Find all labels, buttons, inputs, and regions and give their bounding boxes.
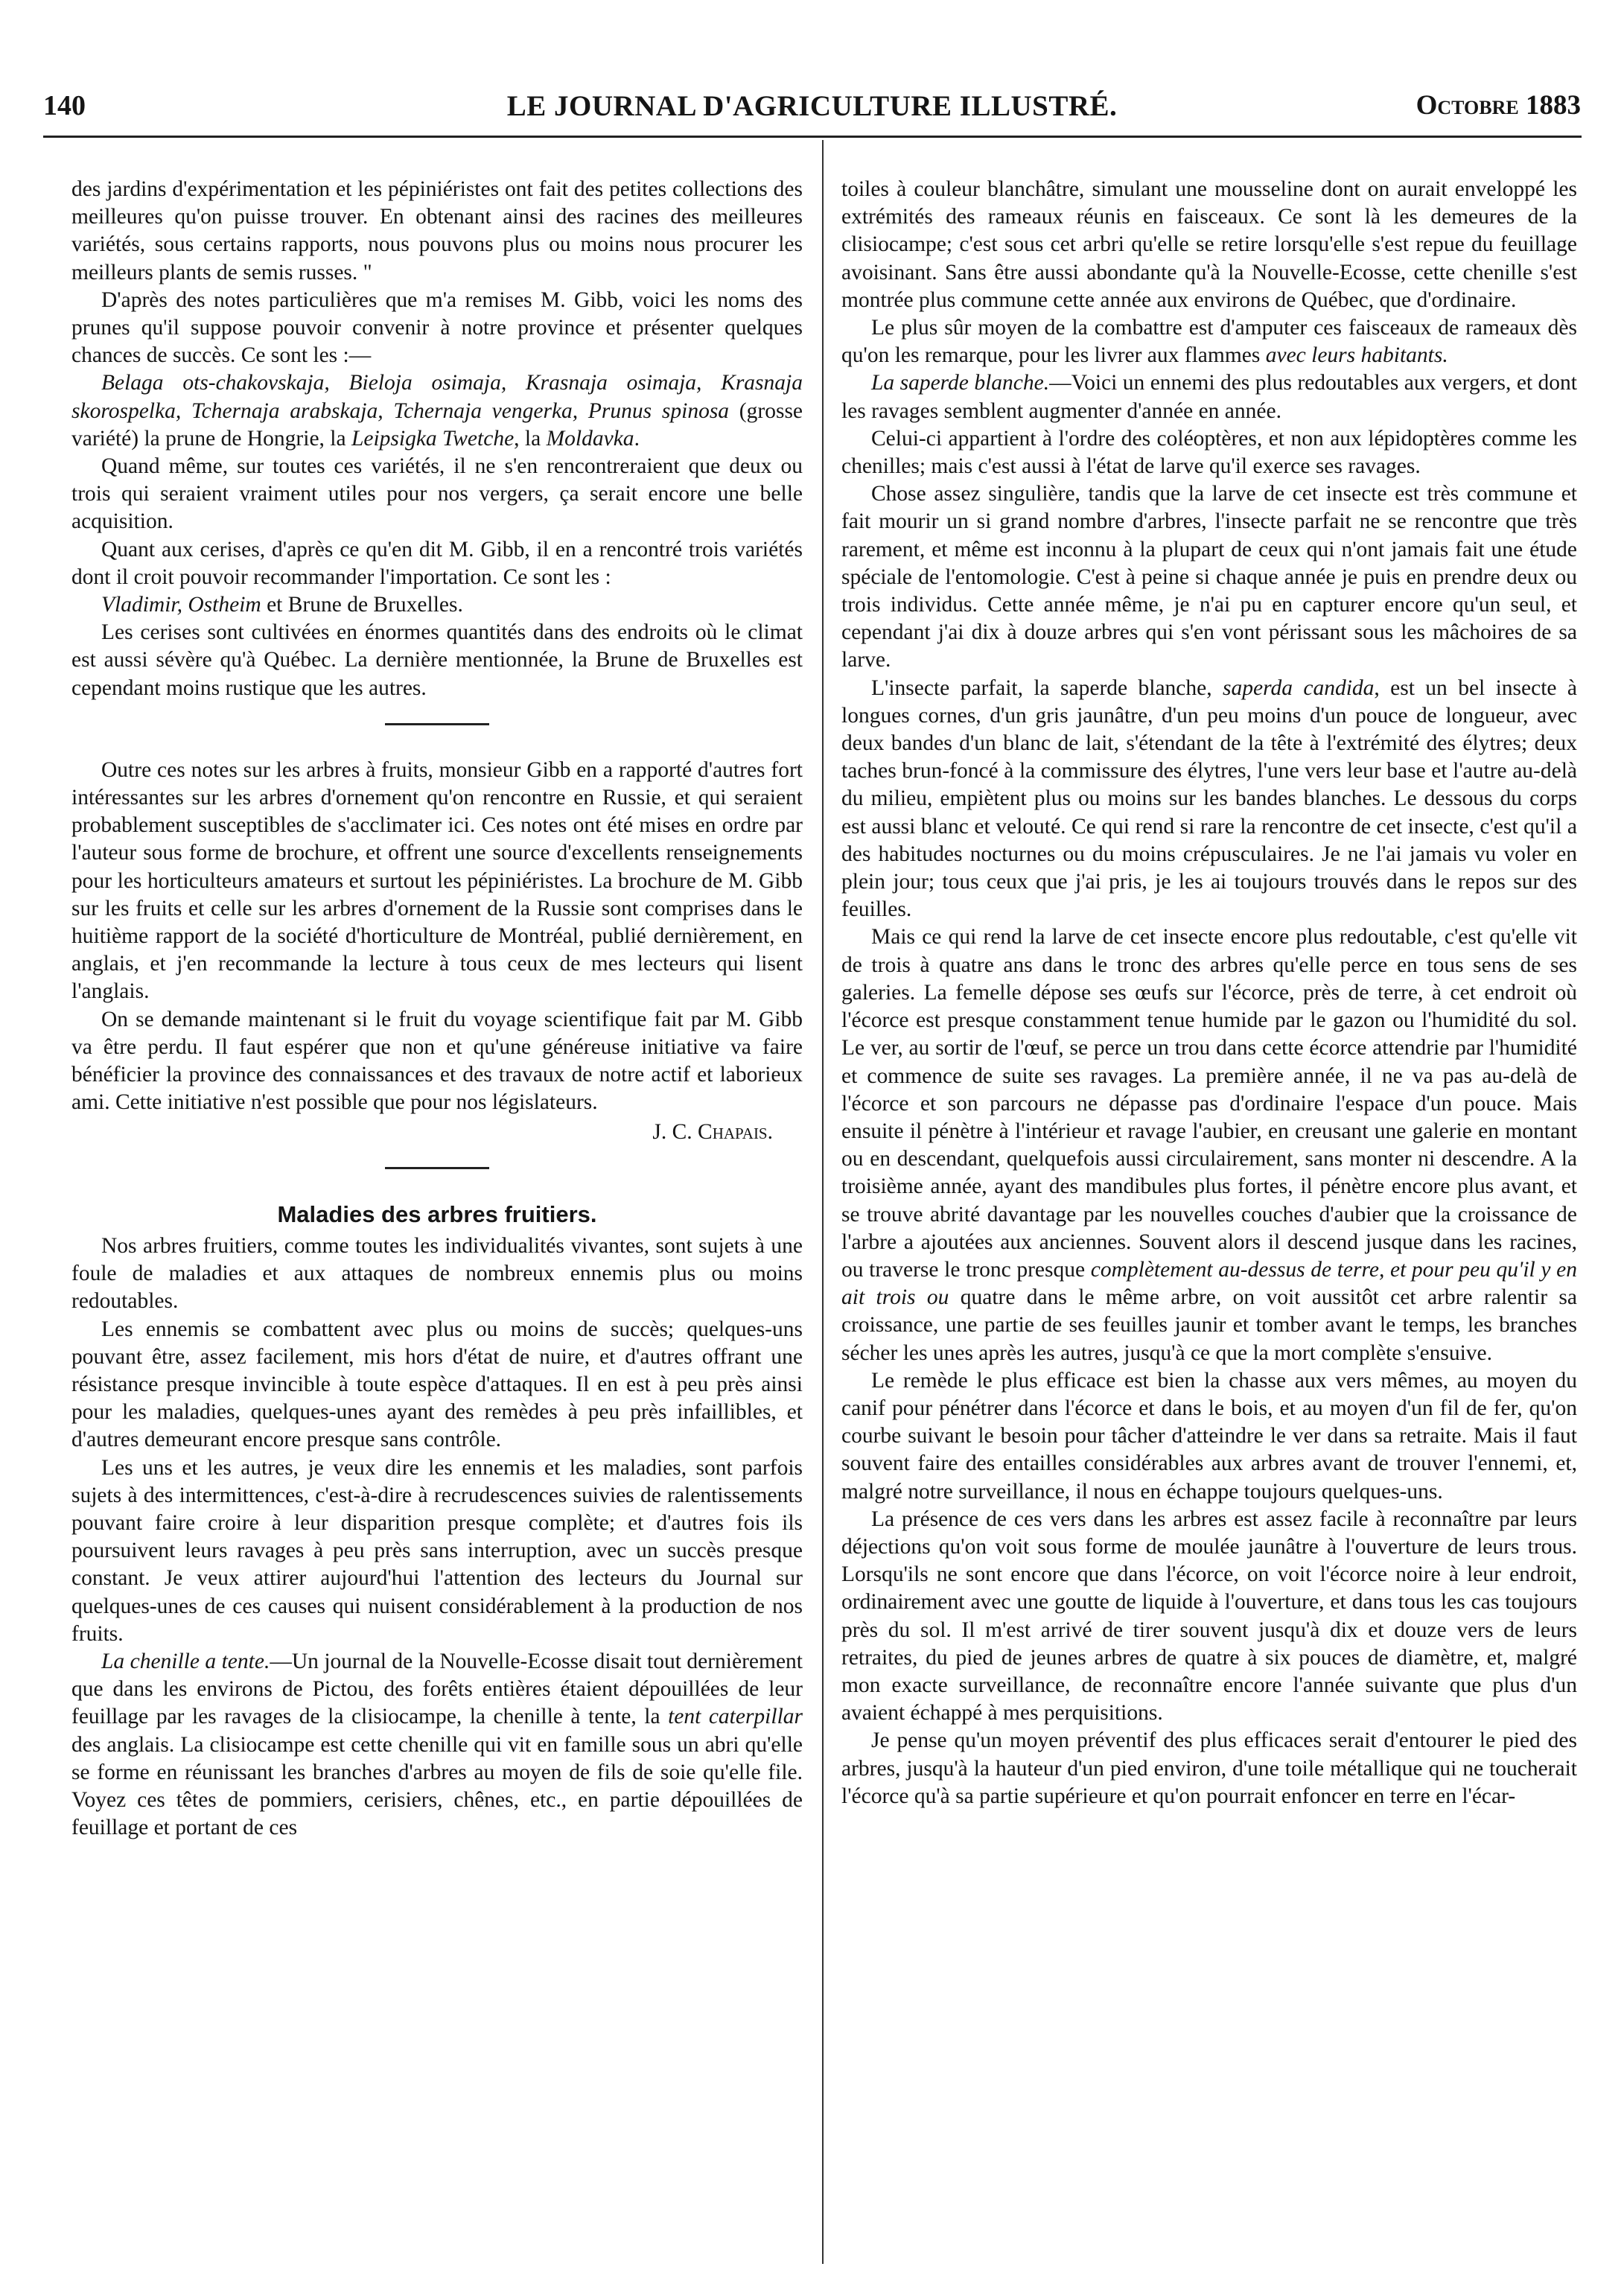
section-separator <box>385 1167 489 1169</box>
right-column <box>841 176 1577 1810</box>
issue-date: Octobre 1883 <box>1416 90 1581 121</box>
left-column <box>71 176 803 1842</box>
journal-title: LE JOURNAL D'AGRICULTURE ILLUSTRÉ. <box>506 90 1118 122</box>
paragraph: Les uns et les autres, je veux dire les ennemis et les maladies, sont parfois sujets à des intermittences, c'est-à-dire à recrudescences suivies de ralentissements pouvant faire croire à leur disparition presque complète; et d'autres fois ils poursuivent leurs ravages à peu près sans interruption, avec un succès presque constant. Je veux attirer aujourd'hui l'attention des lecteurs du Journal sur quelques-unes de ces causes qui nuisent considérablement à la production de nos fruits. <box>71 1455 803 1646</box>
plum-varieties-paragraph: Belaga ots-chakovskaja, Bieloja osimaja, Krasnaja osimaja, Krasnaja skorospelka, Tchernaja arabskaja, Tchernaja vengerka, Prunus spinosa (grosse variété) la prune de Hongrie, la Leipsigka Twetche, la Moldavka. <box>71 371 803 451</box>
paragraph: Les cerises sont cultivées en énormes quantités dans des endroits où le climat est aussi sévère qu'à Québec. La dernière mentionnée, la Brune de Bruxelles est cependant moins rustique que les autres. <box>71 620 803 700</box>
paragraph: Nos arbres fruitiers, comme toutes les individualités vivantes, sont sujets à une foule de maladies et aux attaques de nombreux ennemis plus ou moins redoutables. <box>71 1233 803 1314</box>
paragraph: toiles à couleur blanchâtre, simulant une mousseline dont on aurait enveloppé les extrémités des rameaux réunis en faisceaux. Ce sont là les demeures de la clisiocampe; c'est sous cet arbri qu'elle se retire lorsqu'elle s'est repue du feuillage avoisinant. Sans être aussi abondante qu'à la Nouvelle-Ecosse, cette chenille s'est montrée plus commune cette année aux environs de Québec, que d'ordinaire. <box>841 177 1577 312</box>
subsection-title: La saperde blanche. <box>871 371 1050 395</box>
paragraph: Quand même, sur toutes ces variétés, il ne s'en rencontreraient que deux ou trois qui seraient vraiment utiles pour nos vergers, ça serait encore une belle acquisition. <box>71 454 803 534</box>
paragraph: Le remède le plus efficace est bien la chasse aux vers mêmes, au moyen du canif pour pénétrer dans l'écorce et dans le bois, et au moyen d'un fil de fer, qu'on courbe suivant le besoin pour tâcher d'atteindre le ver dans sa retraite. Mais il faut souvent faire des entailles considérables aux arbres avant de trouver l'ennemi, et, malgré notre surveillance, il nous en échappe toujours quelques-uns. <box>841 1368 1577 1504</box>
paragraph: On se demande maintenant si le fruit du voyage scientifique fait par M. Gibb va être perdu. Il faut espérer que non et qu'une généreuse initiative va faire bénéficier la province des connaissances et des travaux de notre actif et laborieux ami. Cette initiative n'est possible que pour nos législateurs. <box>71 1007 803 1115</box>
paragraph: L'insecte parfait, la saperde blanche, saperda candida, est un bel insecte à longues cornes, d'un gris jaunâtre, d'un peu moins d'un pouce de longueur, avec deux bandes d'un blanc de lait, s'étendant de la tête à l'extrémité des élytres; deux taches brun-foncé à la commissure des élytres, l'une vers leur base et l'autre au-delà du milieu, empiètent plus ou moins sur les bandes blanches. Le dessous du corps est aussi blanc et velouté. Ce qui rend si rare la rencontre de cet insecte, c'est qu'il a des habitudes nocturnes ou du moins crépusculaires. Je ne l'ai jamais vu voler en plein jour; tous ceux que j'ai pris, je les ai toujours trouvés dans le repos sur des feuilles. <box>841 675 1577 922</box>
paragraph: D'après des notes particulières que m'a remises M. Gibb, voici les noms des prunes qu'il suppose pouvoir convenir à notre province et présenter quelques chances de succès. Ce sont les :— <box>71 287 803 368</box>
paragraph: Mais ce qui rend la larve de cet insecte encore plus redoutable, c'est qu'elle vit de trois à quatre ans dans le tronc des arbres qu'elle perce en tous sens de ses galeries. La femelle dépose ses œufs sur l'écorce, près de terre, à cet endroit où l'écorce est presque constamment tenue humide par le gazon ou l'humidité du sol. Le ver, au sortir de l'œuf, se perce un trou dans cette écorce attendrie par l'humidité et commence de suite ses ravages. La première année, il ne va pas au-delà de l'écorce et son parcours ne dépasse pas d'ordinaire l'espace d'un pouce. Mais ensuite il pénètre à l'intérieur et ravage l'aubier, en creusant une galerie en montant ou en descendant, quelquefois aussi circulairement, sans monter ni descendre. A la troisième année, ayant des mandibules plus fortes, il pénètre encore plus avant, et se trouve abrité davantage par les nouvelles couches d'aubier que la croissance de l'arbre a ajoutées aux anciennes. Souvent alors il descend jusque dans les racines, ou traverse le tronc presque complètement au-dessus de terre, et pour peu qu'il y en ait trois ou quatre dans le même arbre, on voit aussitôt cet arbre ralentir sa croissance, une partie de ses feuilles jaunir et tomber avant le temps, les branches sécher les unes après les autres, jusqu'à ce que la mort complète s'ensuive. <box>841 925 1578 1365</box>
page-number: 140 <box>43 90 86 121</box>
column-divider <box>822 140 824 2264</box>
page-header <box>43 89 1581 131</box>
paragraph: Je pense qu'un moyen préventif des plus efficaces serait d'entourer le pied des arbres, jusqu'à la hauteur d'un pied environ, d'une toile métallique qui ne toucherait l'écorce qu'à sa partie supérieure et qu'on pourrait enfoncer en terre en l'écar- <box>841 1728 1577 1808</box>
subsection-title: La chenille a tente. <box>101 1649 270 1673</box>
saperde-paragraph: La saperde blanche.—Voici un ennemi des plus redoutables aux vergers, et dont les ravages semblent augmenter d'année en année. <box>841 371 1578 423</box>
paragraph: La présence de ces vers dans les arbres est assez facile à reconnaître par leurs déjections qu'on voit sous forme de moulée jaunâtre à l'ouverture de leurs trous. Lorsqu'ils ne sont encore que dans l'écorce, on voit l'écorce noire à leur endroit, ordinairement avec une goutte de liquide à l'ouverture, et dans tous les cas toujours près du sol. Il m'est arrivé de tirer souvent jusqu'à dix et douze vers de leurs retraites, du pied de jeunes arbres de quatre à six pouces de diamètre, et, malgré mon exacte surveillance, de reconnaître encore l'année suivante que plus d'un avaient échappé à mes perquisitions. <box>841 1507 1577 1725</box>
paragraph: Celui-ci appartient à l'ordre des coléoptères, et non aux lépidoptères comme les chenilles; mais c'est aussi à l'état de larve qu'il exerce ses ravages. <box>841 426 1577 479</box>
section-separator <box>385 723 489 725</box>
header-rule <box>43 136 1582 138</box>
author-signature: J. C. Chapais. <box>652 1119 773 1144</box>
paragraph: Quant aux cerises, d'après ce qu'en dit M. Gibb, il en a rencontré trois variétés dont il croit pouvoir recommander l'importation. Ce sont les : <box>71 537 803 589</box>
section-title: Maladies des arbres fruitiers. <box>277 1200 597 1227</box>
paragraph: Les ennemis se combattent avec plus ou moins de succès; quelques-uns pouvant être, assez facilement, mis hors d'état de nuire, et d'autres offrant une résistance presque invincible à toute espèce d'attaques. Il en est à peu près ainsi pour les maladies, quelques-unes ayant des remèdes à peu près infaillibles, et d'autres demeurant encore presque sans contrôle. <box>71 1317 803 1452</box>
paragraph: Le plus sûr moyen de la combattre est d'amputer ces faisceaux de rameaux dès qu'on les remarque, pour les livrer aux flammes avec leurs habitants. <box>841 316 1577 368</box>
cherry-varieties: Vladimir, Ostheim et Brune de Bruxelles. <box>101 593 463 617</box>
paragraph: Chose assez singulière, tandis que la larve de cet insecte est très commune et fait mourir un si grand nombre d'arbres, l'insecte parfait ne se rencontre que très rarement, et même est inconnu à la plupart de ceux qui n'ont jamais fait une étude spéciale de l'entomologie. C'est à peine si chaque année je puis en prendre deux ou trois individus. Cette année même, je n'ai pu en capturer encore qu'un seul, et cependant j'ai dix à douze arbres qui s'en vont périssant sous les mâchoires de sa larve. <box>841 482 1577 672</box>
plum-varieties: Belaga ots-chakovskaja, Bieloja osimaja, Krasnaja osimaja, Krasnaja skorospelka, Tchernaja arabskaja, Tchernaja vengerka, Prunus spinosa <box>71 371 803 423</box>
tent-caterpillar-paragraph: La chenille a tente.—Un journal de la Nouvelle-Ecosse disait tout dernièrement que dans les environs de Pictou, des forêts entières étaient dépouillées de leur feuillage par les ravages de la clisiocampe, la chenille à tente, la tent caterpillar des anglais. La clisiocampe est cette chenille qui vit en famille sous un abri qu'elle se forme en réunissant les branches d'arbres au moyen de fils de soie qu'elle file. Voyez ces têtes de pommiers, cerisiers, chênes, etc., en partie dépouillées de feuillage et portant de ces <box>71 1649 803 1840</box>
paragraph: Outre ces notes sur les arbres à fruits, monsieur Gibb en a rapporté d'autres fort intéressantes sur les arbres d'ornement qu'on rencontre en Russie, et qui seraient probablement susceptibles de s'acclimater ici. Ces notes ont été mises en ordre par l'auteur sous forme de brochure, et offrent une source d'excellents renseignements pour les horticulteurs amateurs et surtout les pépiniéristes. La brochure de M. Gibb sur les fruits et celle sur les arbres d'ornement de la Russie sont comprises dans le huitième rapport de la société d'horticulture de Montréal, publié dernièrement, en anglais, et j'en recommande la lecture à tous ceux de mes lecteurs qui lisent l'anglais. <box>71 757 803 1004</box>
paragraph: des jardins d'expérimentation et les pépiniéristes ont fait des petites collections des meilleures qu'on puisse trouver. En obtenant ainsi des racines des meilleures variétés, sous certains rapports, nous pouvons plus ou moins nous procurer les meilleurs plants de semis russes. " <box>71 177 803 284</box>
